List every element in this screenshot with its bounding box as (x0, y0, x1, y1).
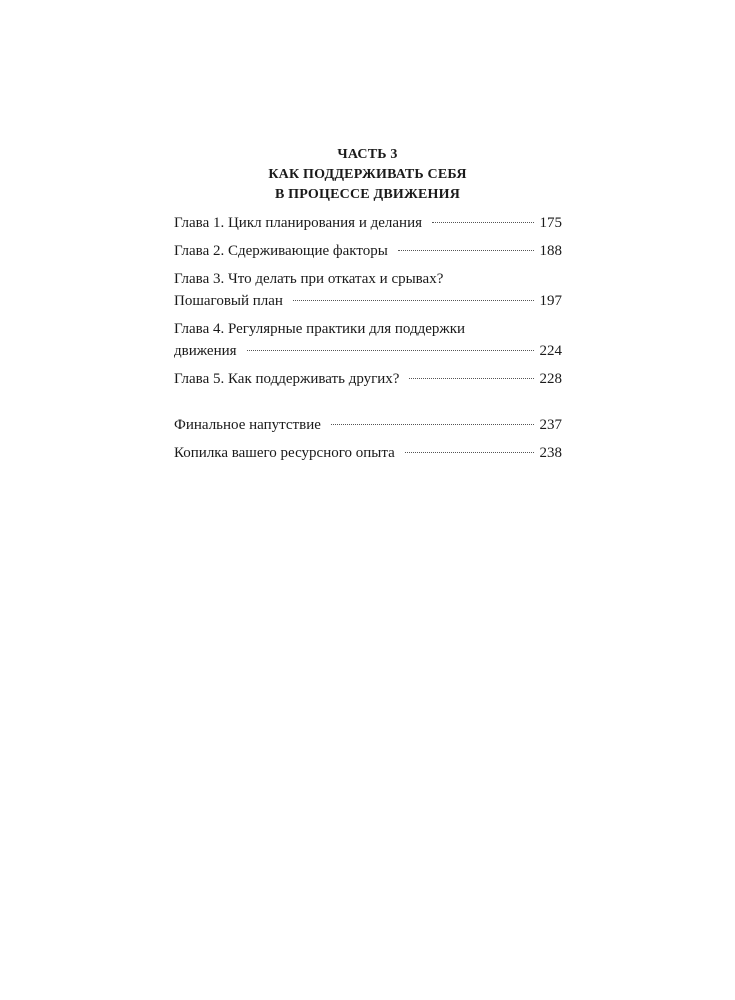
part-title-line-1: КАК ПОДДЕРЖИВАТЬ СЕБЯ (268, 167, 467, 182)
toc-entry-title-line-1: Глава 3. Что делать при откатах и срывах? (174, 271, 444, 287)
toc-entry-title: Глава 2. Сдерживающие факторы (174, 243, 388, 259)
part-number: ЧАСТЬ 3 (337, 147, 398, 162)
toc-entry[interactable] (174, 212, 562, 234)
toc-entry-page: 224 (539, 343, 562, 359)
dot-leader (409, 378, 533, 379)
dot-leader (293, 300, 534, 301)
toc-entry-title: Глава 1. Цикл планирования и делания (174, 215, 422, 231)
dot-leader (331, 424, 534, 425)
part-heading (0, 145, 735, 205)
toc-entry-title: Глава 5. Как поддерживать других? (174, 371, 400, 387)
toc-entry-page: 197 (539, 293, 562, 309)
toc-entry-title: Пошаговый план (174, 293, 283, 309)
toc-entry-title: Копилка вашего ресурсного опыта (174, 445, 395, 461)
extras-list (174, 414, 562, 464)
part-title-line-2: В ПРОЦЕССЕ ДВИЖЕНИЯ (274, 187, 461, 202)
toc-entry-page: 228 (539, 371, 562, 387)
chapter-list (174, 212, 562, 390)
toc-entry[interactable] (174, 414, 562, 436)
toc-entry-page: 188 (539, 243, 562, 259)
toc-entry[interactable] (174, 368, 562, 390)
dot-leader (405, 452, 534, 453)
dot-leader (398, 250, 534, 251)
toc-entry-page: 175 (539, 215, 562, 231)
dot-leader (432, 222, 534, 223)
toc-entry[interactable] (174, 268, 562, 312)
toc-entry[interactable] (174, 318, 562, 362)
toc-entry-page: 237 (539, 417, 562, 433)
toc-entry[interactable] (174, 240, 562, 262)
toc-entry[interactable] (174, 442, 562, 464)
dot-leader (247, 350, 534, 351)
toc-entry-title: Финальное напутствие (174, 417, 321, 433)
toc-entry-title-line-1: Глава 4. Регулярные практики для поддержки (174, 321, 466, 337)
toc-entry-title: движения (174, 343, 237, 359)
toc-entry-page: 238 (539, 445, 562, 461)
